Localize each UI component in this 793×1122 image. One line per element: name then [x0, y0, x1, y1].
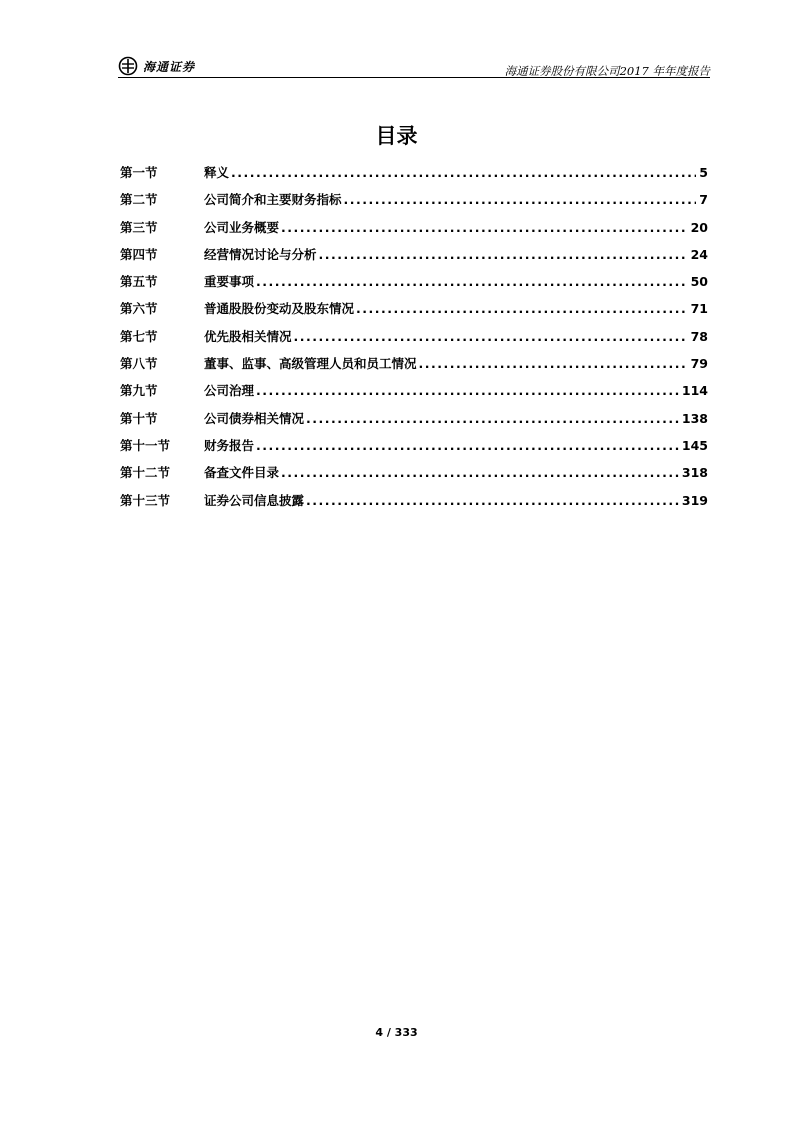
- toc-title: 证券公司信息披露: [204, 492, 305, 508]
- toc-section: 第七节: [120, 328, 158, 344]
- toc-page: 319: [681, 492, 708, 508]
- toc-title: 公司简介和主要财务指标: [204, 192, 342, 208]
- toc-row[interactable]: [120, 405, 708, 432]
- toc-title: 公司治理: [204, 383, 255, 399]
- toc-page: 114: [681, 383, 708, 399]
- toc-title: 公司债券相关情况: [204, 410, 305, 426]
- toc-page: 71: [690, 301, 708, 317]
- page-number: 4 / 333: [375, 1026, 418, 1039]
- toc-leader: [281, 459, 679, 486]
- toc-title: 重要事项: [204, 274, 255, 290]
- toc-title: 释义: [204, 165, 230, 180]
- toc-row[interactable]: [120, 350, 708, 377]
- toc-page: 318: [681, 465, 708, 481]
- toc-leader: [356, 295, 688, 322]
- logo-text: 海通证券: [143, 59, 196, 74]
- toc-leader: [306, 487, 679, 514]
- toc-page: 138: [681, 410, 708, 426]
- toc-page: 50: [690, 274, 708, 290]
- toc-section: 第十三节: [120, 492, 171, 508]
- toc-leader: [319, 241, 688, 268]
- toc-leader: [231, 159, 696, 186]
- toc-row[interactable]: [120, 487, 708, 514]
- toc-page: 145: [681, 437, 708, 453]
- toc-page: 5: [699, 165, 708, 180]
- toc-row[interactable]: [120, 459, 708, 486]
- toc-row[interactable]: [120, 295, 708, 322]
- toc-row[interactable]: [120, 377, 708, 404]
- toc-section: 第三节: [120, 219, 158, 235]
- page-header: [118, 50, 710, 78]
- toc-row[interactable]: [120, 241, 708, 268]
- toc-page: 79: [690, 356, 708, 372]
- toc-section: 第十一节: [120, 437, 171, 453]
- toc-leader: [256, 432, 679, 459]
- header-divider: [118, 77, 710, 78]
- toc-section: 第二节: [120, 192, 158, 208]
- toc-leader: [344, 186, 697, 213]
- toc-title: 董事、监事、高级管理人员和员工情况: [204, 356, 417, 372]
- toc-leader: [294, 323, 688, 350]
- company-logo: [118, 56, 195, 76]
- toc-title: 优先股相关情况: [204, 328, 292, 344]
- toc-row[interactable]: [120, 186, 708, 213]
- page-title: 目录: [375, 124, 418, 148]
- toc-section: 第五节: [120, 274, 158, 290]
- toc-row[interactable]: [120, 268, 708, 295]
- toc-section: 第一节: [120, 165, 158, 180]
- table-of-contents: [120, 159, 708, 514]
- toc-leader: [419, 350, 688, 377]
- toc-section: 第四节: [120, 246, 158, 262]
- toc-page: 24: [690, 246, 708, 262]
- toc-page: 7: [699, 192, 708, 208]
- toc-leader: [256, 268, 688, 295]
- toc-title: 普通股股份变动及股东情况: [204, 301, 355, 317]
- toc-leader: [306, 405, 679, 432]
- toc-section: 第十二节: [120, 465, 171, 481]
- toc-title: 公司业务概要: [204, 219, 280, 235]
- toc-title: 经营情况讨论与分析: [204, 246, 317, 262]
- toc-row[interactable]: [120, 323, 708, 350]
- toc-section: 第十节: [120, 410, 158, 426]
- toc-title: 备查文件目录: [204, 465, 280, 481]
- toc-row[interactable]: [120, 432, 708, 459]
- toc-leader: [256, 377, 679, 404]
- haitong-logo-icon: [118, 56, 138, 76]
- toc-section: 第九节: [120, 383, 158, 399]
- toc-title: 财务报告: [204, 437, 255, 453]
- toc-page: 78: [690, 328, 708, 344]
- toc-row[interactable]: [120, 159, 708, 186]
- toc-page: 20: [690, 219, 708, 235]
- report-title: 海通证券股份有限公司2017 年年度报告: [504, 64, 710, 78]
- toc-section: 第六节: [120, 301, 158, 317]
- toc-leader: [281, 214, 688, 241]
- toc-section: 第八节: [120, 356, 158, 372]
- toc-row[interactable]: [120, 214, 708, 241]
